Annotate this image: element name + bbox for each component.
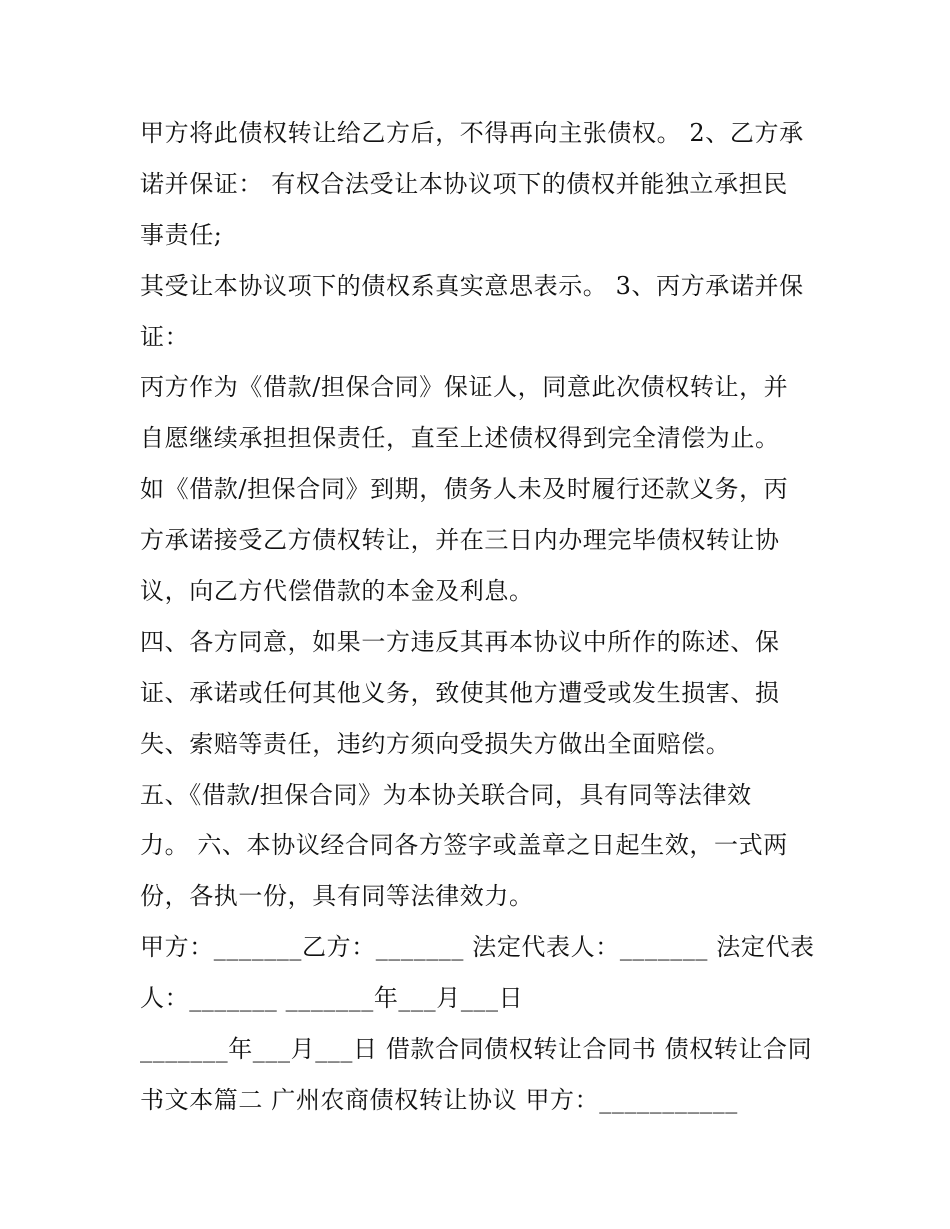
text-line: 事责任; <box>140 220 223 249</box>
document-body <box>140 108 820 1126</box>
text-line: 书文本篇二 广州农商债权转让协议 甲方：___________ <box>140 1085 738 1114</box>
text-line: 诺并保证： 有权合法受让本协议项下的债权并能独立承担民 <box>140 169 788 198</box>
signature-line: 甲方：_______乙方：_______ 法定代表人：_______ 法定代表 <box>140 933 815 962</box>
text-line: 证、承诺或任何其他义务，致使其他方遭受或发生损害、损 <box>140 678 780 707</box>
date-line: _______年___月___日 借款合同债权转让合同书 债权转让合同 <box>140 1035 813 1064</box>
text-line: 力。 六、本协议经合同各方签字或盖章之日起生效，一式两 <box>140 831 788 860</box>
text-line: 议，向乙方代偿借款的本金及利息。 <box>140 577 534 606</box>
text-line: 失、索赔等责任，违约方须向受损失方做出全面赔偿。 <box>140 729 731 758</box>
text-line: 甲方将此债权转让给乙方后，不得再向主张债权。 2、乙方承 <box>140 119 804 147</box>
text-line: 丙方作为《借款/担保合同》保证人，同意此次债权转让，并 <box>140 373 789 402</box>
text-line: 方承诺接受乙方债权转让，并在三日内办理完毕债权转让协 <box>140 526 780 555</box>
text-line: 五、《借款/担保合同》为本协关联合同，具有同等法律效 <box>140 780 752 809</box>
text-line: 证： <box>140 322 190 351</box>
text-line: 其受让本协议项下的债权系真实意思表示。 3、丙方承诺并保 <box>140 271 804 300</box>
signature-line: 人：_______ _______年___月___日 <box>140 984 524 1013</box>
text-line: 自愿继续承担担保责任，直至上述债权得到完全清偿为止。 <box>140 424 780 453</box>
text-line: 如《借款/担保合同》到期，债务人未及时履行还款义务，丙 <box>140 475 789 504</box>
text-line: 份，各执一份，具有同等法律效力。 <box>140 882 534 911</box>
text-line: 四、各方同意，如果一方违反其再本协议中所作的陈述、保 <box>140 627 780 656</box>
